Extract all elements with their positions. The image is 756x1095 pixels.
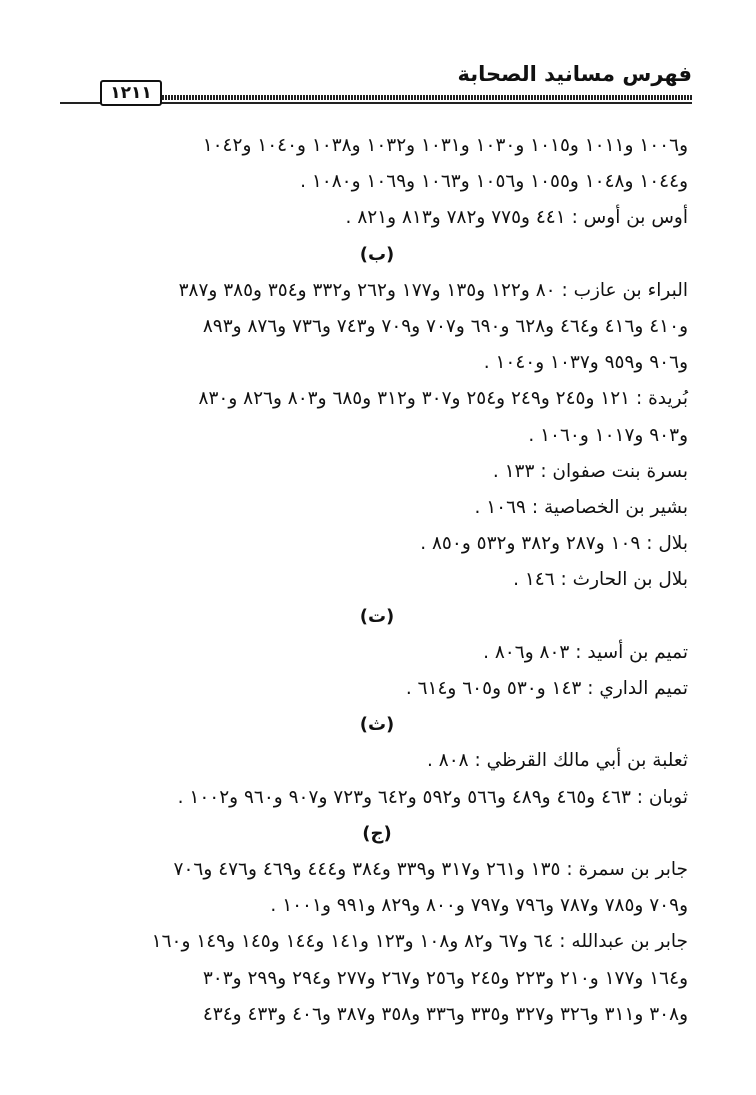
section-heading: (ب) [359, 243, 395, 265]
section-heading: (ت) [359, 605, 395, 627]
index-entry: بلال بن الحارث : ١٤٦ . [513, 569, 688, 591]
index-entry: بلال : ١٠٩ و٢٨٧ و٣٨٢ و٥٣٢ و٨٥٠ . [420, 533, 688, 555]
page-number: ١٢١١ [100, 80, 162, 106]
index-entry: جابر بن عبدالله : ٦٤ و٦٧ و٨٢ و١٠٨ و١٢٣ و١٤١ و١٤٤ و١٤٥ و١٤٩ و١٦٠ [151, 931, 688, 953]
index-entry: تميم بن أسيد : ٨٠٣ و٨٠٦ . [483, 641, 688, 663]
index-entry: تميم الداري : ١٤٣ و٥٣٠ و٦٠٥ و٦١٤ . [405, 678, 688, 700]
header-rule [150, 95, 692, 100]
index-line: و٣٠٨ و٣١١ و٣٢٦ و٣٢٧ و٣٣٥ و٣٣٦ و٣٥٨ و٣٨٧ و٤٠٦ و٤٣٣ و٤٣٤ [202, 1003, 688, 1025]
index-entry: بشير بن الخصاصية : ١٠٦٩ . [474, 497, 688, 519]
index-line: و٧٠٩ و٧٨٥ و٧٨٧ و٧٩٦ و٧٩٧ و٨٠٠ و٨٢٩ و٩٩١ و١٠٠١ . [270, 895, 688, 917]
section-heading: (ث) [359, 714, 395, 736]
index-entry: البراء بن عازب : ٨٠ و١٢٢ و١٣٥ و١٧٧ و٢٦٢ و٣٣٢ و٣٥٤ و٣٨٥ و٣٨٧ [178, 279, 688, 301]
index-line: و١٠٤٤ و١٠٤٨ و١٠٥٥ و١٠٥٦ و١٠٦٣ و١٠٦٩ و١٠٨٠ . [300, 171, 688, 193]
index-line: و٩٠٦ و٩٥٩ و١٠٣٧ و١٠٤٠ . [483, 352, 688, 374]
index-entry: بسرة بنت صفوان : ١٣٣ . [492, 460, 688, 482]
index-content [66, 128, 688, 1033]
index-line: و١٠٠٦ و١٠١١ و١٠١٥ و١٠٣٠ و١٠٣١ و١٠٣٢ و١٠٣٨ و١٠٤٠ و١٠٤٢ [202, 135, 688, 156]
index-entry: ثوبان : ٤٦٣ و٤٦٥ و٤٨٩ و٥٦٦ و٥٩٢ و٦٤٢ و٧٢٣ و٩٠٧ و٩٦٠ و١٠٠٢ . [177, 786, 688, 808]
index-entry: ثعلبة بن أبي مالك القرظي : ٨٠٨ . [427, 750, 688, 772]
index-line: و٩٠٣ و١٠١٧ و١٠٦٠ . [528, 424, 688, 446]
index-entry: أوس بن أوس : ٤٤١ و٧٧٥ و٧٨٢ و٨١٣ و٨٢١ . [345, 207, 688, 229]
index-entry: بُريدة : ١٢١ و٢٤٥ و٢٤٩ و٢٥٤ و٣٠٧ و٣١٢ و٦٨٥ و٨٠٣ و٨٢٦ و٨٣٠ [198, 388, 688, 410]
section-heading: (ج) [362, 822, 392, 844]
index-line: و١٦٤ و١٧٧ و٢١٠ و٢٢٣ و٢٤٥ و٢٥٦ و٢٦٧ و٢٧٧ و٢٩٤ و٢٩٩ و٣٠٣ [202, 967, 688, 989]
index-line: و٤١٠ و٤١٦ و٤٦٤ و٦٢٨ و٦٩٠ و٧٠٧ و٧٠٩ و٧٤٣ و٧٣٦ و٨٧٦ و٨٩٣ [202, 316, 688, 338]
header-title: فهرس مسانيد الصحابة [457, 62, 692, 86]
page-header [60, 62, 692, 110]
index-entry: جابر بن سمرة : ١٣٥ و٢٦١ و٣١٧ و٣٣٩ و٣٨٤ و٤٤٤ و٤٦٩ و٤٧٦ و٧٠٦ [173, 859, 688, 881]
